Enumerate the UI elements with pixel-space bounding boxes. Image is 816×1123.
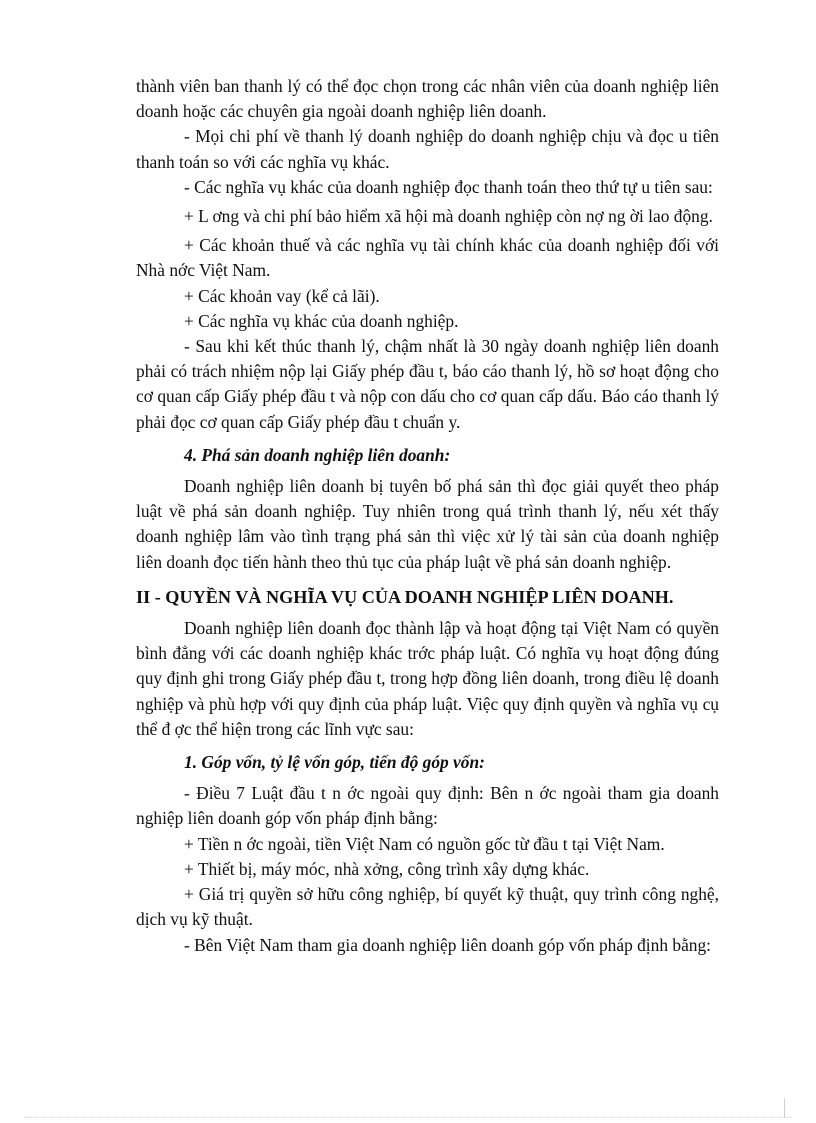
list-item-taxes: + Các khoản thuế và các nghĩa vụ tài chính khác của doanh nghiệp đối với Nhà nớc Việt Nam. bbox=[136, 235, 719, 281]
paragraph-vietnam-side: - Bên Việt Nam tham gia doanh nghiệp liên doanh góp vốn pháp định bằng: bbox=[184, 934, 712, 955]
paragraph-article-7: - Điều 7 Luật đầu t n ớc ngoài quy định: Bên n ớc ngoài tham gia doanh nghiệp liên doanh góp vốn pháp định bằng: bbox=[136, 783, 719, 829]
paragraph-liquidation-costs: - Mọi chi phí về thanh lý doanh nghiệp do doanh nghiệp chịu và đọc u tiên thanh toán so với các nghĩa vụ khác. bbox=[136, 126, 719, 172]
list-item-wages: + L ơng và chi phí bảo hiểm xã hội mà doanh nghiệp còn nợ ng ời lao động. bbox=[184, 206, 713, 227]
list-item-equipment: + Thiết bị, máy móc, nhà xởng, công trình xây dựng khác. bbox=[184, 858, 590, 879]
list-item-loans: + Các khoản vay (kể cả lãi). bbox=[184, 285, 380, 306]
paragraph-rights: Doanh nghiệp liên doanh đọc thành lập và hoạt động tại Việt Nam có quyền bình đẳng với các doanh nghiệp khác trớc pháp luật. Có nghĩa vụ hoạt động đúng quy định ghi trong Giấy phép đầu t, trong hợp đồng liên doanh, trong điều lệ doanh nghiệp và phù hợp với quy định của pháp luật. Việc quy định quyền và nghĩa vụ cụ thể đ ợc thể hiện trong các lĩnh vực sau: bbox=[136, 618, 719, 739]
paragraph-liquidation-board: thành viên ban thanh lý có thể đọc chọn trong các nhân viên của doanh nghiệp liên doanh hoặc các chuyên gia ngoài doanh nghiệp liên doanh. bbox=[136, 76, 719, 122]
paragraph-bankruptcy: Doanh nghiệp liên doanh bị tuyên bố phá sản thì đọc giải quyết theo pháp luật về phá sản doanh nghiệp. Tuy nhiên trong quá trình thanh lý, nếu xét thấy doanh nghiệp lâm vào tình trạng phá sản thì việc xử lý tài sản của doanh nghiệp liên doanh đọc tiến hành theo thủ tục của pháp luật về phá sản doanh nghiệp. bbox=[136, 476, 719, 572]
paragraph-priority-order: - Các nghĩa vụ khác của doanh nghiệp đọc thanh toán theo thứ tự u tiên sau: bbox=[184, 176, 713, 197]
page-corner-mark bbox=[784, 1098, 785, 1118]
subheading-bankruptcy: 4. Phá sản doanh nghiệp liên doanh: bbox=[184, 444, 451, 465]
paragraph-after-liquidation: - Sau khi kết thúc thanh lý, chậm nhất là 30 ngày doanh nghiệp liên doanh phải có trách nhiệm nộp lại Giấy phép đầu t, báo cáo thanh lý, hồ sơ hoạt động cho cơ quan cấp Giấy phép đầu t và nộp con dấu cho cơ quan cấp dấu. Báo cáo thanh lý phải đọc cơ quan cấp Giấy phép đầu t chuẩn y. bbox=[136, 336, 719, 432]
document-page bbox=[136, 74, 719, 958]
subheading-capital-contribution: 1. Góp vốn, tỷ lệ vốn góp, tiến độ góp vốn: bbox=[184, 752, 485, 773]
list-item-industrial-property: + Giá trị quyền sở hữu công nghiệp, bí quyết kỹ thuật, quy trình công nghệ, dịch vụ kỹ thuật. bbox=[136, 884, 719, 930]
section-heading-rights-obligations: II - QUYỀN VÀ NGHĨA VỤ CỦA DOANH NGHIỆP LIÊN DOANH. bbox=[136, 586, 674, 607]
list-item-other-obligations: + Các nghĩa vụ khác của doanh nghiệp. bbox=[184, 310, 459, 331]
page-footer-divider bbox=[24, 1117, 792, 1118]
list-item-foreign-currency: + Tiền n ớc ngoài, tiền Việt Nam có nguồn gốc từ đầu t tại Việt Nam. bbox=[184, 833, 665, 854]
